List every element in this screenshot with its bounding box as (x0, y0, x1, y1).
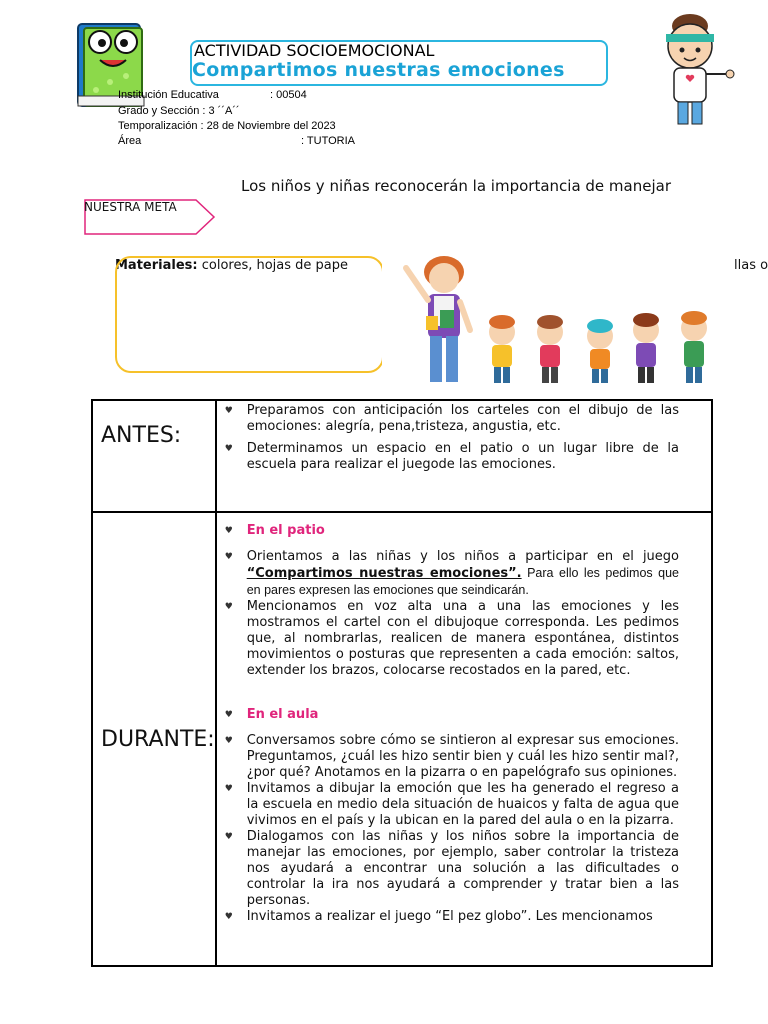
table-row-durante (92, 512, 712, 966)
spacer (225, 679, 679, 707)
children-illustration (382, 250, 734, 392)
grade-line: Grado y Sección : 3 ´´A´´ (118, 105, 240, 117)
list-item: ♥ Invitamos a dibujar la emoción que les ha generado el regreso a la escuela en medio dela situación de huaicos y falta de agua que vivimos en el país y la ubican en la pared del aula o en la pizarra. (225, 781, 679, 829)
list-item: ♥ Conversamos sobre cómo se sintieron al expresar sus emociones. Preguntamos, ¿cuál les hizo sentir bien y cuál les hizo sentir mal?, ¿por qué? Anotamos en la pizarra o en papelógrafo sus opiniones. (225, 733, 679, 781)
goal-text: Los niños y niñas reconocerán la importancia de manejar (241, 177, 671, 195)
stage-label-durante: DURANTE: (92, 512, 216, 966)
list-item: ♥ Dialogamos con las niñas y los niños sobre la importancia de manejar las emociones, por ejemplo, saber controlar la tristeza nos ayudará a encontrar una solución a las dificultades o controlar la ira nos ayudará a comprender y tratar bien a las personas. (225, 829, 679, 909)
activity-heading: ACTIVIDAD SOCIOEMOCIONAL (194, 41, 435, 60)
teacher-illustration (650, 8, 740, 128)
area-label: Área (118, 135, 142, 147)
list-item: ♥ Mencionamos en voz alta una a una las emociones y les mostramos el cartel con el dibujoque corresponda. Les pedimos que, al nombrarlas, realicen de manera espontánea, distintos movimientos o posturas que representen a cada emoción: saltos, extender los brazos, colocarse recostados en la pared, etc. (225, 599, 679, 679)
yellow-highlight-box (115, 256, 384, 373)
table-row-antes (92, 400, 712, 512)
patio-heading-text: En el patio (246, 523, 325, 538)
antes-content (216, 400, 712, 512)
patio-item1-post: Para ello les pedimos que en pares expresen las emociones que seindicarán. (246, 566, 679, 597)
materials-text-tail: llas o (734, 258, 768, 273)
patio-heading (225, 523, 679, 539)
game-name: “Compartimos nuestras emociones”. (246, 566, 522, 581)
list-item: ♥ Invitamos a realizar el juego “El pez globo”. Les mencionamos (225, 909, 679, 925)
list-item (225, 549, 679, 599)
materials-text: colores, hojas de pape (197, 258, 349, 273)
activity-table (91, 399, 713, 967)
aula-heading (225, 707, 679, 723)
goal-tag-label: NUESTRA META (84, 200, 177, 214)
page-title: Compartimos nuestras emociones (192, 59, 565, 81)
area-value: : TUTORIA (301, 135, 355, 147)
patio-item1-pre: Orientamos a las niñas y los niños a participar en el juego (246, 549, 679, 564)
institution-value: : 00504 (270, 89, 307, 101)
patio-list (225, 523, 679, 679)
institution-label: Institución Educativa (118, 89, 219, 101)
antes-list (225, 403, 679, 473)
list-item: ♥ Preparamos con anticipación los carteles con el dibujo de las emociones: alegría, pena,tristeza, angustia, etc. (225, 403, 679, 435)
aula-heading-text: En el aula (246, 707, 319, 722)
aula-list (225, 707, 679, 925)
list-item: ♥ Determinamos un espacio en el patio o un lugar libre de la escuela para realizar el juegode las emociones. (225, 441, 679, 473)
durante-content (216, 512, 712, 966)
stage-label-antes: ANTES: (92, 400, 216, 512)
materials-label: Materiales: (115, 258, 198, 273)
timing-line: Temporalización : 28 de Noviembre del 2023 (118, 120, 336, 132)
